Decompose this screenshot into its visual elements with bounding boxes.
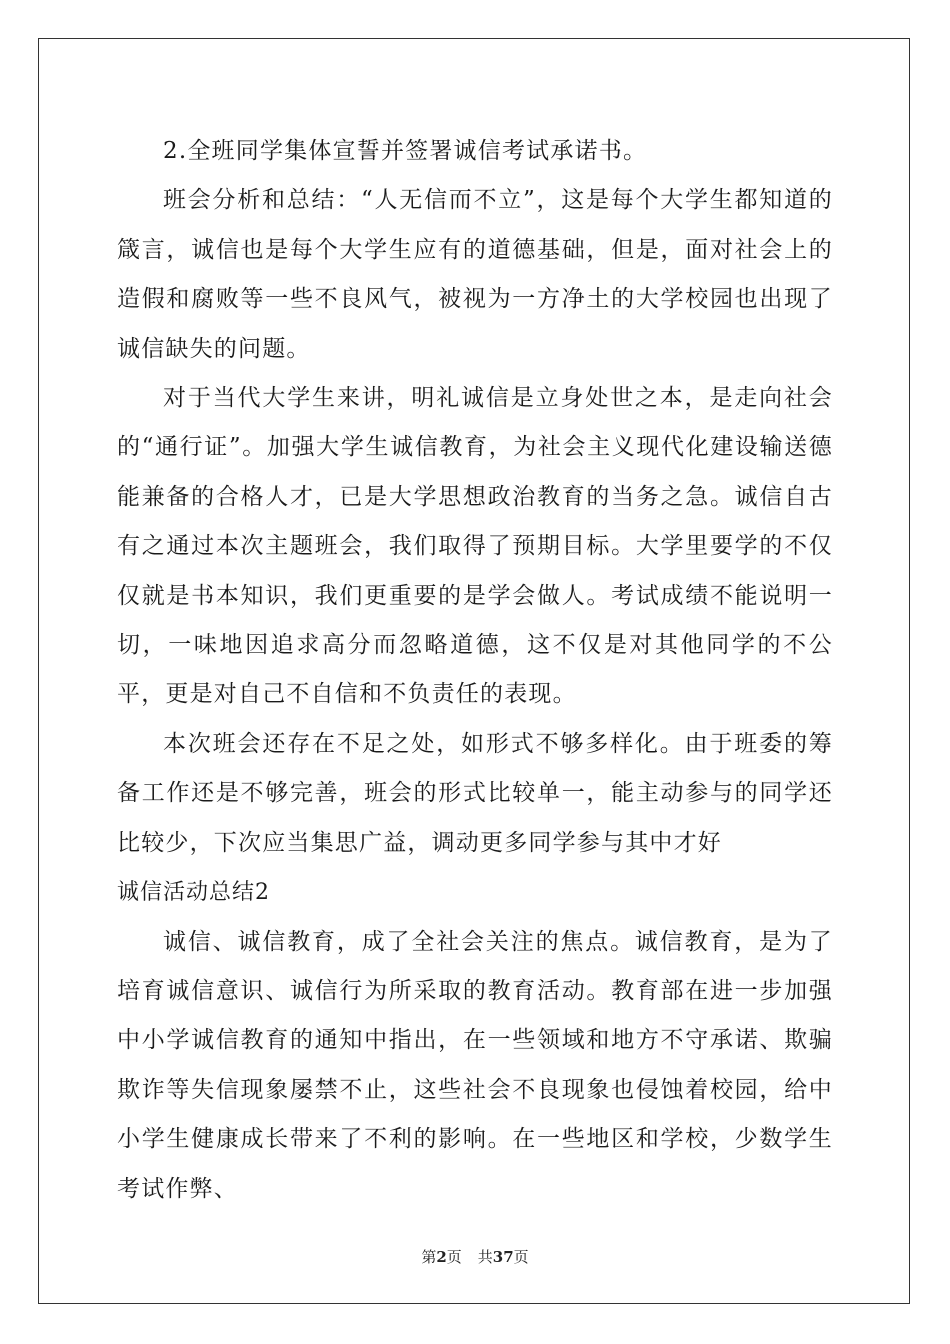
total-prefix: 共 [477,1248,493,1266]
paragraph: 班会分析和总结：“人无信而不立”，这是每个大学生都知道的箴言，诚信也是每个大学生应有的道德基础，但是，面对社会上的造假和腐败等一些不良风气，被视为一方净土的大学校园也出现了诚信缺失的问题。 [117,187,833,362]
document-body [117,127,833,1214]
page-suffix: 页 [446,1248,462,1266]
paragraph: 2.全班同学集体宣誓并签署诚信考试承诺书。 [163,138,648,164]
paragraph: 本次班会还存在不足之处，如形式不够多样化。由于班委的筹备工作还是不够完善，班会的形式比较单一，能主动参与的同学还比较少，下次应当集思广益，调动更多同学参与其中才好 [117,730,833,856]
total-pages: 37 [492,1248,514,1266]
page-prefix: 第 [421,1248,437,1266]
page-number: 2 [436,1248,447,1266]
paragraph: 对于当代大学生来讲，明礼诚信是立身处世之本，是走向社会的“通行证”。加强大学生诚信教育，为社会主义现代化建设输送德能兼备的合格人才，已是大学思想政治教育的当务之急。诚信自古有之通过本次主题班会，我们取得了预期目标。大学里要学的不仅仅就是书本知识，我们更重要的是学会做人。考试成绩不能说明一切，一味地因追求高分而忽略道德，这不仅是对其他同学的不公平，更是对自己不自信和不负责任的表现。 [117,385,833,708]
section-heading: 诚信活动总结2 [117,880,270,906]
paragraph: 诚信、诚信教育，成了全社会关注的焦点。诚信教育，是为了培育诚信意识、诚信行为所采取的教育活动。教育部在进一步加强中小学诚信教育的通知中指出，在一些领域和地方不守承诺、欺骗欺诈等失信现象屡禁不止，这些社会不良现象也侵蚀着校园，给中小学生健康成长带来了不利的影响。在一些地区和学校，少数学生考试作弊、 [117,928,833,1202]
page-footer [0,1247,950,1267]
total-suffix: 页 [513,1248,529,1266]
